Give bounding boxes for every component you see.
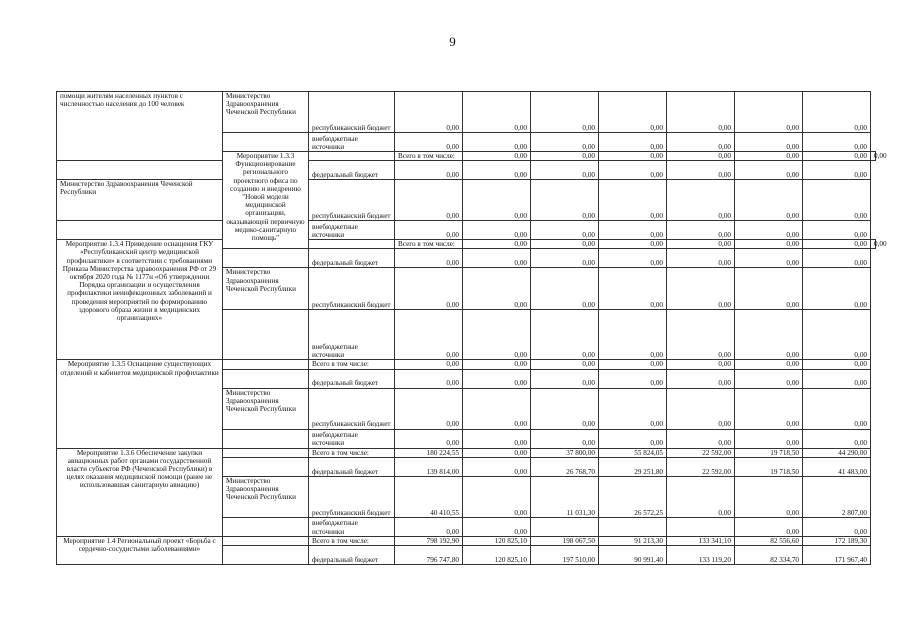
amount-cell: 0,00 [395, 249, 463, 268]
amount-cell: 0,00 [463, 369, 531, 388]
amount-cell: 0,00 [531, 360, 599, 369]
amount-cell: 0,00 [463, 221, 531, 240]
amount-cell: 0,00 [395, 268, 463, 310]
measure-description: помощи жителям населенных пунктов с численностью населения до 100 человек [57, 92, 223, 161]
amount-cell: 0,00 [735, 133, 803, 152]
amount-cell: 172 189,30 [803, 536, 871, 545]
amount-cell: 0,00 [735, 429, 803, 448]
amount-cell: 0,00 [531, 388, 599, 429]
amount-cell: 0,00 [395, 92, 463, 133]
amount-cell: 0,00 [667, 152, 735, 161]
amount-cell: 0,00 [667, 180, 735, 221]
ministry-cell [223, 536, 309, 545]
amount-cell: 19 718,50 [735, 448, 803, 457]
amount-cell: 22 592,00 [667, 457, 735, 476]
amount-cell: 0,00 [667, 221, 735, 240]
amount-cell: 0,00 [667, 360, 735, 369]
funding-source: федеральный бюджет [309, 161, 395, 180]
funding-source: федеральный бюджет [309, 249, 395, 268]
amount-cell: 19 718,50 [735, 457, 803, 476]
amount-cell: 0,00 [395, 429, 463, 448]
funding-source: внебюджетные источники [309, 429, 395, 448]
amount-cell: 0,00 [871, 240, 876, 249]
amount-cell: 0,00 [463, 152, 531, 161]
ministry-cell [223, 448, 309, 457]
amount-cell: 0,00 [599, 133, 667, 152]
budget-table [56, 91, 887, 565]
measure-description: Мероприятие 1.3.6 Обеспечение закупки авиационных работ органами государственной власти субъектов РФ (Чеченской Республики) в целях оказания медицинской помощи (ранее не использовавшая санитарную авиацию) [57, 448, 223, 536]
amount-cell: 0,00 [599, 221, 667, 240]
amount-cell: 0,00 [735, 180, 803, 221]
table-row [57, 536, 876, 545]
amount-cell: 171 967,40 [803, 546, 871, 565]
amount-cell: 133 341,10 [667, 536, 735, 545]
amount-cell: 22 592,00 [667, 448, 735, 457]
amount-cell: 180 224,55 [395, 448, 463, 457]
amount-cell: 0,00 [803, 133, 871, 152]
amount-cell: 120 825,10 [463, 546, 531, 565]
ministry-cell: Министерство Здравоохранения Чеченской Республики [57, 180, 223, 221]
amount-cell: 0,00 [599, 310, 667, 360]
amount-cell: 0,00 [803, 221, 871, 240]
table-row [57, 240, 876, 249]
ministry-cell [223, 546, 309, 565]
ministry-cell [309, 152, 395, 161]
amount-cell: 0,00 [735, 161, 803, 180]
amount-cell: 11 031,30 [531, 476, 599, 517]
amount-cell: 0,00 [463, 133, 531, 152]
table-row [57, 448, 876, 457]
amount-cell: 0,00 [531, 92, 599, 133]
funding-source: внебюджетные источники [309, 517, 395, 536]
amount-cell: 0,00 [803, 517, 871, 536]
amount-cell: 0,00 [735, 249, 803, 268]
amount-cell: 0,00 [735, 240, 803, 249]
amount-cell: 0,00 [531, 133, 599, 152]
amount-cell: 26 572,25 [599, 476, 667, 517]
table-row [57, 221, 876, 240]
measure-description: Мероприятие 1.3.5 Оснащение существующих отделений и кабинетов медицинской профилактики [57, 360, 223, 448]
ministry-cell: Министерство Здравоохранения Чеченской Республики [223, 92, 309, 133]
amount-cell: 0,00 [599, 249, 667, 268]
table-row [57, 180, 876, 221]
amount-cell: 0,00 [463, 249, 531, 268]
ministry-cell: Министерство Здравоохранения Чеченской Республики [223, 476, 309, 517]
amount-cell: 91 213,30 [599, 536, 667, 545]
amount-cell: 0,00 [599, 240, 667, 249]
amount-cell: 0,00 [803, 268, 871, 310]
amount-cell: 0,00 [531, 221, 599, 240]
amount-cell: 139 814,00 [395, 457, 463, 476]
table-row [57, 161, 876, 180]
amount-cell: 0,00 [803, 92, 871, 133]
amount-cell: 0,00 [735, 369, 803, 388]
amount-cell: 0,00 [667, 240, 735, 249]
ministry-cell [223, 429, 309, 448]
funding-source: республиканский бюджет [309, 92, 395, 133]
amount-cell: 0,00 [395, 517, 463, 536]
ministry-cell [57, 161, 223, 180]
amount-cell: 2 807,00 [803, 476, 871, 517]
amount-cell: 55 824,05 [599, 448, 667, 457]
amount-cell: 0,00 [395, 133, 463, 152]
amount-cell: 0,00 [803, 161, 871, 180]
ministry-cell [309, 240, 395, 249]
amount-cell: 0,00 [463, 92, 531, 133]
amount-cell: 0,00 [463, 161, 531, 180]
amount-cell: 0,00 [463, 388, 531, 429]
amount-cell: 0,00 [531, 161, 599, 180]
amount-cell: 0,00 [463, 360, 531, 369]
amount-cell: 0,00 [395, 161, 463, 180]
amount-cell: 0,00 [667, 429, 735, 448]
funding-source: Всего в том числе: [395, 152, 463, 161]
amount-cell: 0,00 [735, 360, 803, 369]
ministry-cell [57, 221, 223, 240]
amount-cell: 0,00 [395, 221, 463, 240]
amount-cell: 0,00 [463, 457, 531, 476]
amount-cell: 0,00 [463, 429, 531, 448]
amount-cell: 0,00 [735, 310, 803, 360]
amount-cell: 0,00 [599, 369, 667, 388]
amount-cell: 0,00 [803, 429, 871, 448]
funding-source: внебюджетные источники [309, 310, 395, 360]
amount-cell: 0,00 [531, 268, 599, 310]
amount-cell: 133 119,20 [667, 546, 735, 565]
amount-cell: 0,00 [667, 268, 735, 310]
amount-cell: 0,00 [395, 180, 463, 221]
amount-cell: 0,00 [531, 152, 599, 161]
measure-description: Мероприятие 1.3.4 Приведение оснащения ГКУ «Республиканский центр медицинской профилактики» в соответствии с требованиями Приказа Министерства здравоохранения РФ от 29 октября 2020 года № 1177н «Об утверждении Порядка организации и осуществления профилактики неинфекционных заболеваний и проведения мероприятий по формированию здорового образа жизни в медицинских организациях» [57, 240, 223, 360]
amount-cell: 37 800,00 [531, 448, 599, 457]
ministry-cell [223, 133, 309, 152]
measure-description: Мероприятие 1.4 Региональный проект «Борьба с сердечно-сосудистыми заболеваниями» [57, 536, 223, 564]
amount-cell: 0,00 [803, 360, 871, 369]
table-body [57, 92, 887, 565]
amount-cell: 0,00 [599, 429, 667, 448]
amount-cell: 0,00 [803, 240, 871, 249]
amount-cell: 0,00 [803, 369, 871, 388]
ministry-cell [223, 517, 309, 536]
amount-cell: 0,00 [463, 310, 531, 360]
amount-cell: 0,00 [599, 152, 667, 161]
funding-source: Всего в том числе: [395, 240, 463, 249]
amount-cell: 0,00 [803, 152, 871, 161]
ministry-cell [223, 360, 309, 369]
amount-cell: 82 334,70 [735, 546, 803, 565]
amount-cell: 0,00 [803, 388, 871, 429]
funding-source: республиканский бюджет [309, 476, 395, 517]
amount-cell: 0,00 [803, 249, 871, 268]
amount-cell: 0,00 [667, 310, 735, 360]
amount-cell: 0,00 [667, 161, 735, 180]
funding-source: внебюджетные источники [309, 133, 395, 152]
amount-cell [667, 517, 735, 536]
measure-description: Мероприятие 1.3.3 Функционирование регионального проектного офиса по созданию и внедрению "Новой модели медицинской организации, оказывающей первичную медико-санитарную помощь" [223, 152, 309, 249]
amount-cell: 0,00 [735, 92, 803, 133]
funding-source: республиканский бюджет [309, 268, 395, 310]
ministry-cell [223, 249, 309, 268]
funding-source: федеральный бюджет [309, 457, 395, 476]
amount-cell [531, 517, 599, 536]
amount-cell: 0,00 [531, 429, 599, 448]
amount-cell: 0,00 [735, 517, 803, 536]
amount-cell: 0,00 [735, 152, 803, 161]
amount-cell: 198 067,50 [531, 536, 599, 545]
amount-cell: 0,00 [871, 152, 876, 161]
amount-cell: 798 192,90 [395, 536, 463, 545]
ministry-cell [223, 457, 309, 476]
amount-cell: 0,00 [803, 310, 871, 360]
funding-source: Всего в том числе: [309, 536, 395, 545]
table-row [57, 360, 876, 369]
amount-cell: 0,00 [395, 360, 463, 369]
funding-source: республиканский бюджет [309, 180, 395, 221]
amount-cell: 41 483,00 [803, 457, 871, 476]
amount-cell: 0,00 [735, 221, 803, 240]
amount-cell: 0,00 [667, 92, 735, 133]
amount-cell: 0,00 [599, 92, 667, 133]
amount-cell: 90 991,40 [599, 546, 667, 565]
amount-cell: 0,00 [463, 268, 531, 310]
amount-cell: 29 251,80 [599, 457, 667, 476]
funding-source: республиканский бюджет [309, 388, 395, 429]
amount-cell: 0,00 [463, 517, 531, 536]
amount-cell: 0,00 [463, 476, 531, 517]
amount-cell: 0,00 [735, 388, 803, 429]
ministry-cell: Министерство Здравоохранения Чеченской Республики [223, 388, 309, 429]
amount-cell [599, 517, 667, 536]
amount-cell: 197 510,00 [531, 546, 599, 565]
ministry-cell [223, 310, 309, 360]
funding-source: федеральный бюджет [309, 546, 395, 565]
ministry-cell: Министерство Здравоохранения Чеченской Республики [223, 268, 309, 310]
amount-cell: 0,00 [667, 249, 735, 268]
amount-cell: 0,00 [735, 476, 803, 517]
amount-cell: 0,00 [667, 388, 735, 429]
amount-cell: 0,00 [463, 180, 531, 221]
amount-cell: 26 768,70 [531, 457, 599, 476]
funding-source: Всего в том числе: [309, 360, 395, 369]
amount-cell: 40 410,55 [395, 476, 463, 517]
ministry-cell [223, 369, 309, 388]
amount-cell: 0,00 [667, 133, 735, 152]
amount-cell: 0,00 [599, 268, 667, 310]
funding-source: федеральный бюджет [309, 369, 395, 388]
amount-cell: 0,00 [735, 268, 803, 310]
page-number: 9 [449, 34, 456, 49]
amount-cell: 0,00 [463, 448, 531, 457]
amount-cell: 0,00 [667, 476, 735, 517]
amount-cell: 0,00 [463, 240, 531, 249]
amount-cell: 0,00 [531, 310, 599, 360]
amount-cell: 0,00 [599, 161, 667, 180]
amount-cell: 0,00 [531, 240, 599, 249]
amount-cell: 0,00 [803, 180, 871, 221]
funding-source: Всего в том числе: [309, 448, 395, 457]
amount-cell: 0,00 [531, 180, 599, 221]
amount-cell: 0,00 [531, 249, 599, 268]
amount-cell: 0,00 [667, 369, 735, 388]
amount-cell: 44 290,00 [803, 448, 871, 457]
amount-cell: 0,00 [531, 369, 599, 388]
amount-cell: 0,00 [599, 360, 667, 369]
amount-cell: 0,00 [395, 388, 463, 429]
amount-cell: 0,00 [395, 369, 463, 388]
amount-cell: 0,00 [599, 388, 667, 429]
amount-cell: 796 747,80 [395, 546, 463, 565]
amount-cell: 0,00 [395, 310, 463, 360]
amount-cell: 82 556,60 [735, 536, 803, 545]
table-row [57, 92, 876, 133]
funding-source: внебюджетные источники [309, 221, 395, 240]
amount-cell: 120 825,10 [463, 536, 531, 545]
amount-cell: 0,00 [599, 180, 667, 221]
